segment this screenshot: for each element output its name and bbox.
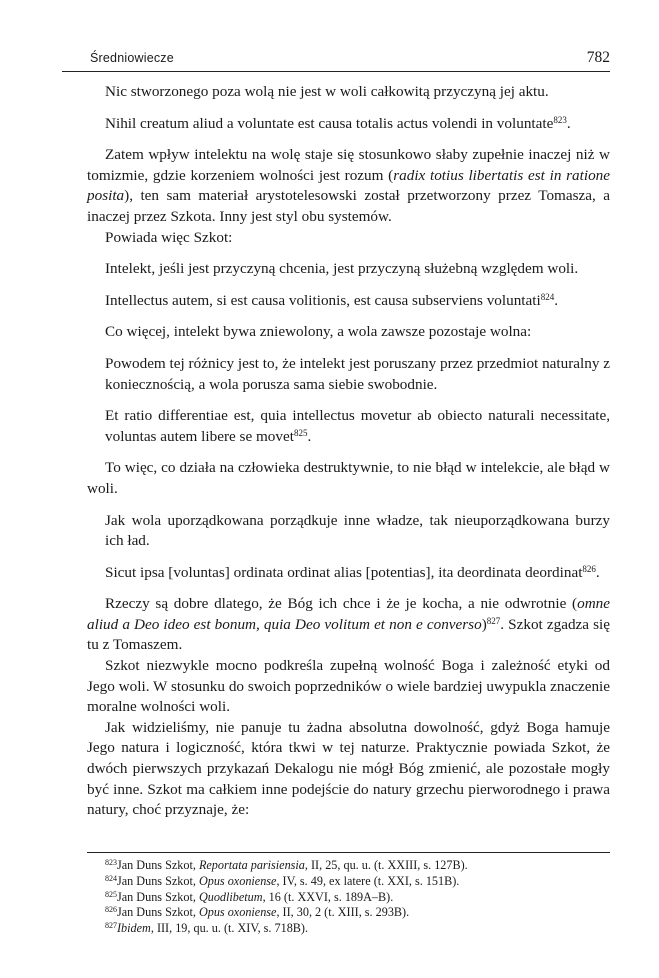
- main-text: [87, 82, 610, 821]
- footnote-ref-825[interactable]: 825: [293, 427, 308, 438]
- footnote-ref-823[interactable]: 823: [553, 114, 567, 125]
- footnote: $^{827}$Ibidem, III, 19, qu. u. (t. XIV, s. 718B).: [105, 921, 309, 936]
- footnote: $^{824}$Jan Duns Szkot, Opus oxoniense, IV, s. 49, ex latere (t. XXI, s. 151B).: [105, 873, 460, 888]
- footnote-ref-827[interactable]: 827: [486, 615, 501, 626]
- paragraph-4: To więc, co działa na człowieka destruktywnie, to nie błąd w intelekcie, ale błąd w woli.: [87, 459, 610, 497]
- footnote-ref-824[interactable]: 824: [540, 291, 555, 302]
- quote-latin-4: Sicut ipsa [voluntas] ordinata ordinat alias [potentias], ita deordinata deordinat$^{826}$.: [105, 563, 600, 581]
- quote-polish-1: Nic stworzonego poza wolą nie jest w woli całkowitą przyczyną jej aktu.: [105, 83, 549, 100]
- paragraph-2: Powiada więc Szkot:: [105, 228, 233, 246]
- header-rule: [62, 71, 610, 72]
- footnote: $^{825}$Jan Duns Szkot, Quodlibetum, 16 (t. XXVI, s. 189A–B).: [105, 889, 394, 904]
- paragraph-7: Jak widzieliśmy, nie panuje tu żadna absolutna dowolność, gdyż Boga hamuje Jego natura i logiczność, która tkwi w tej naturze. Praktycznie powiada Szkot, że dwóch pierwszych przykazań Dekalogu nie mógł Bóg zmienić, ale pozostałe mogły być inne. Szkot ma całkiem inne podejście do natury grzechu pierworodnego i prawa natury, choć przyznaje, że:: [87, 718, 610, 819]
- footnote-ref-826[interactable]: 826: [582, 563, 596, 574]
- footnote: $^{823}$Jan Duns Szkot, Reportata parisiensia, II, 25, qu. u. (t. XXIII, s. 127B).: [105, 858, 468, 872]
- quote-latin-2: Intellectus autem, si est causa volitionis, est causa subserviens voluntati$^{824}$.: [105, 291, 558, 309]
- paragraph-3: Co więcej, intelekt bywa zniewolony, a wola zawsze pozostaje wolna:: [105, 323, 532, 341]
- quote-polish-3: Powodem tej różnicy jest to, że intelekt jest poruszany przez przedmiot naturalny z koniecznością, a wola porusza sama siebie swobodnie.: [105, 354, 610, 393]
- paragraph-1: Zatem wpływ intelektu na wolę staje się stosunkowo słaby zupełnie inaczej niż w tomizmie, gdzie korzeniem wolności jest rozum (radix totius libertatis est in ratione posita), ten sam materiał arystotelesowski został przetworzony przez Tomasza, a inaczej przez Szkota. Inny jest styl obu systemów.: [87, 146, 611, 225]
- quote-latin-3: Et ratio differentiae est, quia intellectus movetur ab obiecto naturali necessitate, voluntas autem libere se movet$^{825}$.: [105, 407, 610, 445]
- paragraph-5: Rzeczy są dobre dlatego, że Bóg ich chce i że je kocha, a nie odwrotnie (omne aliud a Deo ideo est bonum, quia Deo volitum et non e converso)$^{827}$. Szkot zgadza się tu z Tomaszem.: [87, 595, 610, 654]
- page-number: 782: [586, 49, 610, 66]
- quote-latin-1: Nihil creatum aliud a voluntate est causa totalis actus volendi in voluntate$^{823}$.: [105, 114, 571, 132]
- footnote-rule: [87, 852, 610, 853]
- footnotes: [105, 858, 610, 937]
- quote-polish-4: Jak wola uporządkowana porządkuje inne władze, tak nieuporządkowana burzy ich ład.: [105, 511, 610, 550]
- running-header: [62, 49, 610, 71]
- running-title: Średniowiecze: [90, 51, 174, 65]
- footnote: $^{826}$Jan Duns Szkot, Opus oxoniense, II, 30, 2 (t. XIII, s. 293B).: [105, 905, 410, 920]
- quote-polish-2: Intelekt, jeśli jest przyczyną chcenia, jest przyczyną służebną względem woli.: [105, 260, 579, 278]
- paragraph-6: Szkot niezwykle mocno podkreśla zupełną wolność Boga i zależność etyki od Jego woli. W stosunku do swoich poprzedników o wiele bardziej uwypukla znaczenie moralne wolności woli.: [87, 657, 610, 716]
